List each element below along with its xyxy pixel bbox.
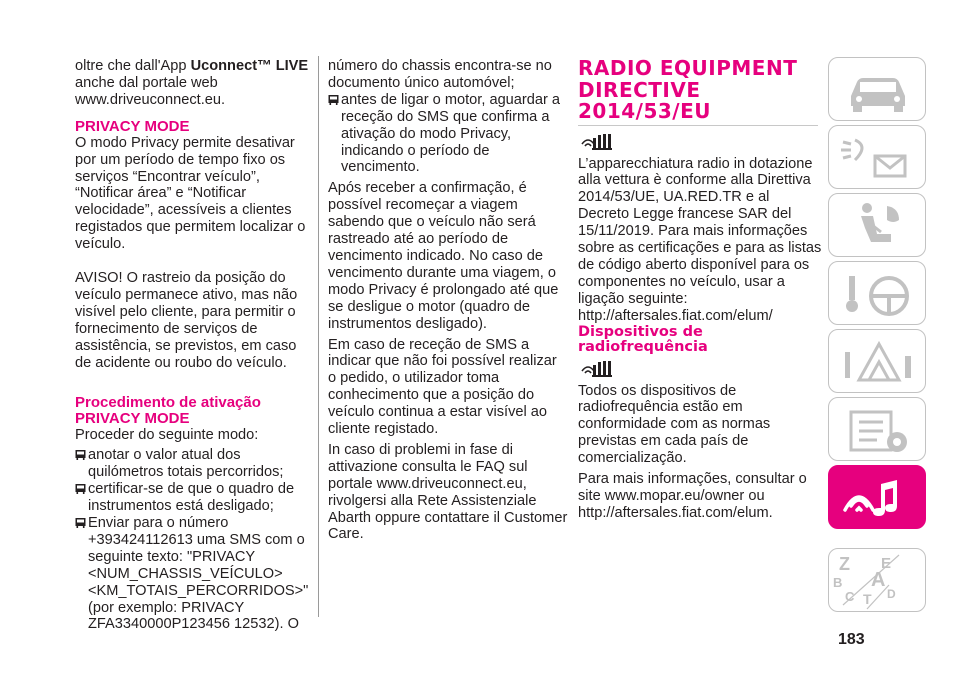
index-letter: C (845, 589, 855, 604)
procedure-intro: Proceder do seguinte modo: (75, 426, 259, 443)
chassis-paragraph: número do chassis encontra-se no documento único automóvel; (328, 58, 552, 91)
lights-message-icon (829, 126, 927, 190)
bullet-item: antes de ligar o motor, aguardar a receção do SMS que confirma a ativação do modo Privacy, indicando o período de vencimento. (328, 92, 568, 177)
column-2 (328, 58, 568, 543)
index-letter: B (833, 575, 843, 590)
radio-frequency-icon (580, 132, 823, 152)
procedure-heading: Procedimento de ativação PRIVACY MODE (75, 393, 261, 427)
bullet-icon (75, 449, 86, 462)
bullet-item: certificar-se de que o quadro de instrumentos está desligado; (75, 481, 311, 515)
privacy-paragraph-1: O modo Privacy permite desativar por um período de tempo fixo os serviços “Encontrar veículo”, “Notificar área” e “Notificar velocidade”, acessíveis a clientes registados que permitem localizar o veículo. (75, 134, 306, 253)
index-letter: T (863, 591, 872, 607)
radio-frequency-icon (580, 359, 823, 379)
radio-directive-heading: RADIO EQUIPMENT DIRECTIVE 2014/53/EU (578, 56, 798, 123)
confirmation-paragraph: Após receber a confirmação, é possível recomeçar a viagem sabendo que o veículo não será rastreado até ao período de vencimento indicado. No caso de vencimento durante uma viagem, o modo Privacy é prolongado até que se desligue o motor (quadro de instrumentos desligado). (328, 180, 559, 332)
tab-emergency[interactable] (828, 329, 926, 393)
tab-index[interactable] (828, 548, 926, 612)
key-steering-wheel-icon (829, 262, 927, 326)
index-letter: Z (839, 554, 850, 574)
more-info-paragraph: Para mais informações, consultar o site www.mopar.eu/owner ou http://aftersales.fiat.com/elum. (578, 471, 807, 521)
tab-multimedia[interactable] (828, 465, 926, 529)
bullet-item: Enviar para o número +393424112613 uma SMS com o seguinte texto: "PRIVACY <NUM_CHASSIS_VEÍCULO> <KM_TOTAIS_PERCORRIDOS>" (por exemplo: PRIVACY ZFA3340000P123456 12532). O (75, 515, 311, 633)
index-letter: A (871, 569, 886, 591)
car-icon (829, 58, 927, 122)
column-3 (578, 58, 823, 522)
radio-devices-paragraph: Todos os dispositivos de radiofrequência estão em conformidade com as normas previstas em cada país de comercialização. (578, 382, 771, 467)
tab-safety[interactable] (828, 193, 926, 257)
tab-service-maintenance[interactable] (828, 397, 926, 461)
tab-lights-messages[interactable] (828, 125, 926, 189)
radio-conformity-paragraph: L’apparecchiatura radio in dotazione alla vettura è conforme alla Direttiva 2014/53/UE, UA.RED.TR e al Decreto Legge francese SAR del 15/11/2019. Para mais informações sobre as certificações e para as listas de código aberto disponível para os componentes no veículo, usar a ligação seguinte: http://aftersales.fiat.com/elum/ (578, 155, 822, 324)
intro-paragraph: oltre che dall'App Uconnect™ LIVE anche dal portale web www.driveuconnect.eu. (75, 58, 309, 108)
index-letter: D (887, 587, 896, 601)
radio-devices-heading: Dispositivos de radiofrequência (578, 323, 708, 355)
bullet-icon (328, 94, 339, 107)
warning-triangle-icon (829, 330, 927, 394)
heading-rule (578, 125, 818, 126)
sms-failure-paragraph: Em caso de receção de SMS a indicar que não foi possível realizar o pedido, o utilizador toma conhecimento que a posição do veículo continua a estar visível ao cliente registado. (328, 336, 557, 438)
column-1 (75, 58, 311, 633)
faq-paragraph: In caso di problemi in fase di attivazione consulta le FAQ sul portale www.driveuconnect.eu, rivolgersi alla Rete Assistenziale Abarth oppure contattare il Customer Care. (328, 441, 568, 543)
bullet-item: anotar o valor atual dos quilómetros totais percorridos; (75, 447, 311, 481)
page-number: 183 (838, 631, 865, 648)
privacy-mode-heading: PRIVACY MODE (75, 117, 190, 135)
tab-car[interactable] (828, 57, 926, 121)
bullet-icon (75, 483, 86, 496)
service-checklist-icon (829, 398, 927, 462)
privacy-warning-paragraph: AVISO! O rastreio da posição do veículo permanece ativo, mas não visível pelo cliente, para permitir o fornecimento de serviços de assistência, se previstos, em caso de acidente ou roubo do veículo. (75, 270, 298, 371)
index-letter: E (881, 555, 892, 572)
uconnect-live-brand: Uconnect™ LIVE (190, 58, 309, 74)
column-divider (318, 56, 319, 617)
multimedia-music-icon (829, 466, 927, 530)
seat-airbag-icon (829, 194, 927, 258)
tab-starting-driving[interactable] (828, 261, 926, 325)
bullet-icon (75, 517, 86, 530)
